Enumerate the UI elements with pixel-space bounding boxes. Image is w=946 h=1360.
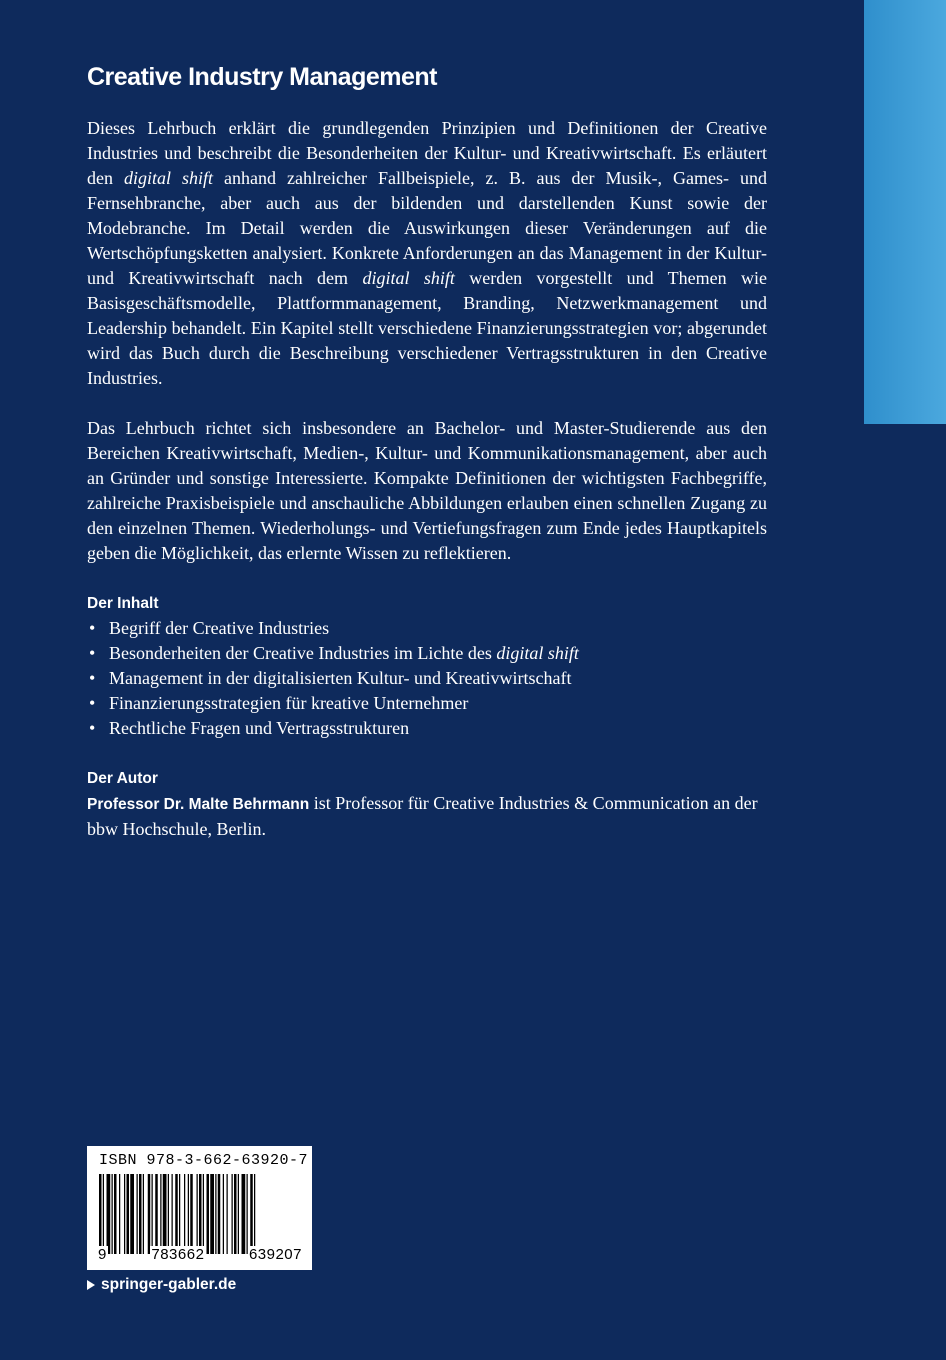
list-item: • Management in der digitalisierten Kultur- und Kreativwirtschaft bbox=[87, 666, 767, 691]
text-run: ist Professor für Creative Industries & Communication an der bbw Hochschule, Berlin. bbox=[87, 793, 758, 839]
barcode-bar bbox=[238, 1174, 239, 1254]
barcode-bar bbox=[107, 1174, 111, 1254]
barcode-digit-lead: 9 bbox=[98, 1246, 107, 1263]
barcode-bar bbox=[232, 1174, 233, 1254]
barcode-bar bbox=[124, 1174, 125, 1254]
list-item: • Rechtliche Fragen und Vertragsstrukturen bbox=[87, 716, 767, 741]
text-run: anhand zahlreicher Fallbeispiele, z. B. aus der Musik-, Games- und Fernsehbranche, aber auch aus der bildenden und darstellenden Kunst sowie der Modebranche. Im Detail werden die Auswirkungen dieser Veränderungen auf die Wertschöpfungsketten analysiert. Konkrete Anforderungen an das Management in der Kultur- und Kreativwirtschaft nach dem bbox=[87, 168, 767, 288]
author-heading: Der Autor bbox=[87, 770, 158, 787]
barcode-bar bbox=[137, 1174, 138, 1254]
barcode-bar bbox=[203, 1174, 204, 1254]
barcode-bar bbox=[250, 1174, 253, 1254]
barcode-digits bbox=[97, 1246, 303, 1263]
author-bio bbox=[87, 791, 767, 842]
barcode-bar bbox=[172, 1174, 173, 1254]
barcode-bar bbox=[112, 1174, 113, 1254]
barcode-bar bbox=[160, 1174, 161, 1254]
contents-list bbox=[87, 616, 767, 741]
barcode-bar bbox=[114, 1174, 117, 1254]
book-title: Creative Industry Management bbox=[87, 63, 437, 91]
intro-paragraph-1 bbox=[87, 116, 767, 391]
emphasis: digital shift bbox=[496, 643, 579, 663]
text-run: Dieses Lehrbuch erklärt die grundlegenden Prinzipien und Definitionen der Creative Industries und beschreibt die Besonderheiten der Kultur- und Kreativwirtschaft. Es erläutert den bbox=[87, 118, 767, 188]
list-item bbox=[87, 641, 767, 666]
barcode-bar bbox=[184, 1174, 185, 1254]
barcode-bar bbox=[103, 1174, 104, 1254]
barcode-bar bbox=[197, 1174, 198, 1254]
barcode-bar bbox=[148, 1174, 151, 1254]
barcode-bar bbox=[152, 1174, 153, 1254]
barcode-bar bbox=[127, 1174, 130, 1254]
text-run: werden vorgestellt und Themen wie Basisgeschäftsmodelle, Plattformmanagement, Branding, Netzwerkmanagement und Leadership behandelt. Ein Kapitel stellt verschiedene Finanzierungsstrategien vor; abgerundet wird das Buch durch die Beschreibung verschiedener Vertragsstrukturen in den Creative Industries. bbox=[87, 268, 767, 388]
intro-paragraph-2: Das Lehrbuch richtet sich insbesondere an Bachelor- und Master-Studierende aus den Bereichen Kreativwirtschaft, Medien-, Kultur- und Kommunikationsmanagement, aber auch an Gründer und sonstige Interessierte. Kompakte Definitionen der wichtigsten Fachbegriffe, zahlreiche Praxisbeispiele und anschauliche Abbildungen erlauben einen schnellen Zugang zu den einzelnen Themen. Wiederholungs- und Vertiefungsfragen zum Ende jedes Hauptkapitels geben die Möglichkeit, das erlernte Wissen zu reflektieren. bbox=[87, 418, 767, 563]
barcode-digit-group-right: 639207 bbox=[248, 1246, 302, 1263]
publisher-link[interactable] bbox=[87, 1276, 236, 1294]
list-item: • Finanzierungsstrategien für kreative Unternehmer bbox=[87, 691, 767, 716]
arrow-right-icon bbox=[87, 1280, 95, 1290]
text-run: Besonderheiten der Creative Industries im Lichte des bbox=[109, 643, 497, 663]
barcode-bar bbox=[179, 1174, 180, 1254]
barcode-bar bbox=[254, 1174, 255, 1254]
barcode-bar bbox=[143, 1174, 144, 1254]
barcode-bar bbox=[215, 1174, 216, 1254]
barcode-bar bbox=[130, 1174, 134, 1254]
barcode-bar bbox=[242, 1174, 246, 1254]
barcode-bar bbox=[139, 1174, 142, 1254]
barcode-bar bbox=[175, 1174, 178, 1254]
barcode-bar bbox=[247, 1174, 248, 1254]
contents-heading: Der Inhalt bbox=[87, 595, 159, 612]
barcode-bars bbox=[95, 1174, 305, 1254]
publisher-url: springer-gabler.de bbox=[101, 1276, 237, 1293]
list-item: • Begriff der Creative Industries bbox=[87, 616, 767, 641]
barcode-digit-group-left: 783662 bbox=[151, 1246, 205, 1263]
barcode-bar bbox=[99, 1174, 102, 1254]
barcode-bar bbox=[210, 1174, 214, 1254]
barcode bbox=[87, 1146, 312, 1270]
side-tab bbox=[864, 0, 946, 424]
isbn-label: ISBN 978-3-662-63920-7 bbox=[99, 1152, 309, 1169]
back-cover-content bbox=[87, 60, 767, 842]
emphasis: digital shift bbox=[362, 268, 455, 288]
barcode-bar bbox=[207, 1174, 210, 1254]
barcode-bar bbox=[119, 1174, 120, 1254]
barcode-bar bbox=[155, 1174, 158, 1254]
emphasis: digital shift bbox=[124, 168, 214, 188]
author-name: Professor Dr. Malte Behrmann bbox=[87, 796, 310, 813]
barcode-bar bbox=[234, 1174, 237, 1254]
barcode-bar bbox=[218, 1174, 221, 1254]
barcode-bar bbox=[199, 1174, 202, 1254]
barcode-bar bbox=[227, 1174, 228, 1254]
barcode-bar bbox=[168, 1174, 169, 1254]
barcode-bar bbox=[190, 1174, 193, 1254]
barcode-bar bbox=[163, 1174, 167, 1254]
barcode-bar bbox=[223, 1174, 224, 1254]
barcode-bar bbox=[188, 1174, 189, 1254]
